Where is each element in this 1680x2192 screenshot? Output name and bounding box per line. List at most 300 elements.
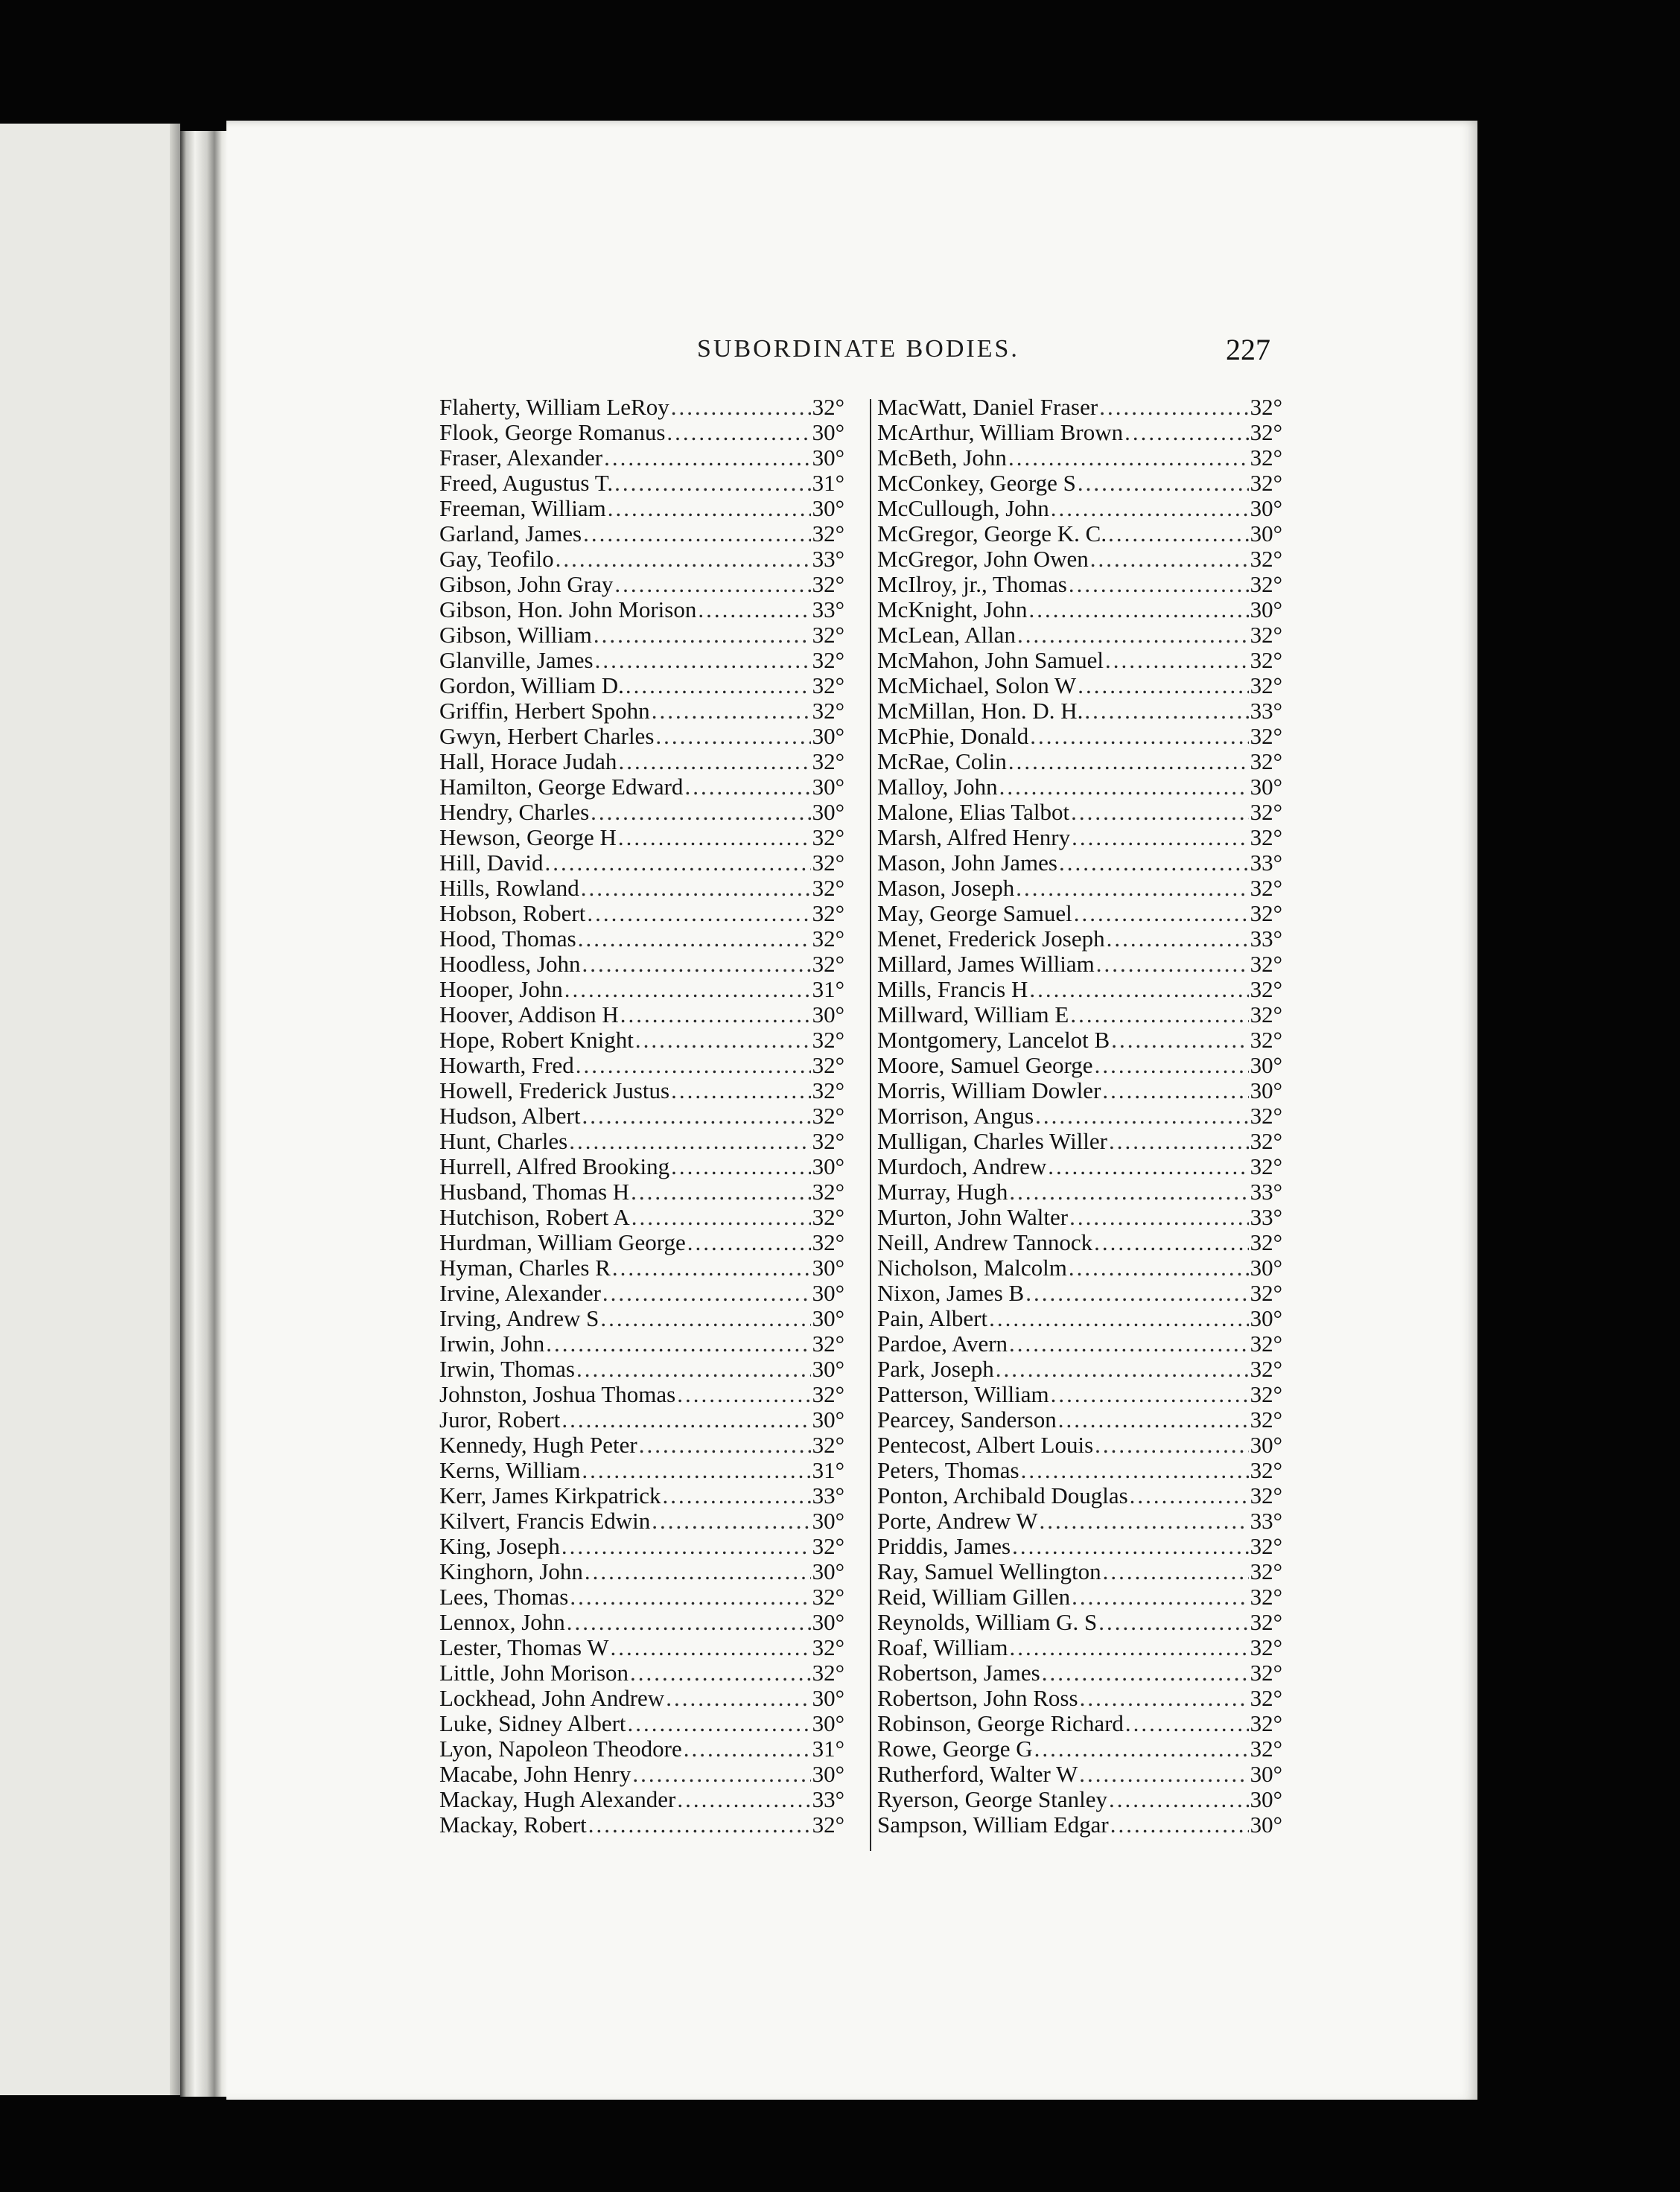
member-degree: 32° <box>812 901 844 926</box>
dot-leader <box>1029 977 1248 1002</box>
list-item <box>877 597 1282 622</box>
dot-leader <box>1124 420 1248 445</box>
dot-leader <box>569 1129 810 1154</box>
member-name: Kerns, William <box>439 1458 581 1483</box>
member-name: McBeth, John <box>877 445 1007 471</box>
dot-leader <box>1079 1762 1248 1787</box>
member-name: Reid, William Gillen <box>877 1584 1071 1610</box>
member-name: Murton, John Walter <box>877 1205 1069 1230</box>
member-name: Kinghorn, John <box>439 1559 583 1584</box>
member-degree: 30° <box>812 1508 844 1534</box>
list-item <box>439 1129 844 1154</box>
list-item <box>877 876 1282 901</box>
member-name: Hills, Rowland <box>439 876 579 901</box>
list-item <box>877 1230 1282 1255</box>
member-name: Little, John Morison <box>439 1660 629 1686</box>
member-degree: 32° <box>1250 1281 1282 1306</box>
member-name: Irvine, Alexander <box>439 1281 601 1306</box>
member-degree: 32° <box>1250 876 1282 901</box>
dot-leader <box>1102 1078 1248 1103</box>
member-degree: 32° <box>812 648 844 673</box>
dot-leader <box>618 825 811 850</box>
list-item <box>439 876 844 901</box>
dot-leader <box>1030 724 1248 749</box>
member-degree: 33° <box>1250 926 1282 952</box>
member-name: McConkey, George S <box>877 471 1076 496</box>
dot-leader <box>1108 521 1248 547</box>
list-item <box>439 1787 844 1812</box>
member-name: Hooper, John <box>439 977 563 1002</box>
member-name: McCullough, John <box>877 496 1049 521</box>
member-name: Hoodless, John <box>439 952 581 977</box>
list-item <box>439 1205 844 1230</box>
facing-page <box>0 124 180 2095</box>
member-degree: 33° <box>1250 1205 1282 1230</box>
list-item <box>439 1357 844 1382</box>
dot-leader <box>630 1660 811 1686</box>
list-item <box>877 1382 1282 1407</box>
member-degree: 30° <box>812 420 844 445</box>
member-degree: 32° <box>812 395 844 420</box>
list-item <box>439 597 844 622</box>
dot-leader <box>1051 1382 1249 1407</box>
dot-leader <box>1080 1686 1249 1711</box>
member-degree: 30° <box>1250 1306 1282 1331</box>
list-item <box>439 547 844 572</box>
member-degree: 32° <box>1250 572 1282 597</box>
member-name: Robertson, John Ross <box>877 1686 1078 1711</box>
list-item <box>877 1686 1282 1711</box>
list-item <box>877 395 1282 420</box>
list-item <box>877 1179 1282 1205</box>
member-name: Mackay, Robert <box>439 1812 587 1838</box>
list-item <box>877 825 1282 850</box>
member-name: Nixon, James B <box>877 1281 1025 1306</box>
member-name: Marsh, Alfred Henry <box>877 825 1071 850</box>
member-name: Gibson, William <box>439 622 592 648</box>
dot-leader <box>564 977 811 1002</box>
column-divider <box>870 399 871 1851</box>
list-item <box>439 1407 844 1433</box>
dot-leader <box>1110 1812 1249 1838</box>
list-item <box>877 977 1282 1002</box>
dot-leader <box>1105 648 1249 673</box>
list-item <box>877 1559 1282 1584</box>
list-item <box>439 1483 844 1508</box>
member-degree: 32° <box>812 749 844 774</box>
list-item <box>877 1508 1282 1534</box>
dot-leader <box>556 547 811 572</box>
list-item <box>439 471 844 496</box>
member-degree: 32° <box>1250 1483 1282 1508</box>
member-degree: 32° <box>1250 1154 1282 1179</box>
member-name: Gibson, John Gray <box>439 572 614 597</box>
list-item <box>439 926 844 952</box>
list-item <box>877 724 1282 749</box>
dot-leader <box>1072 1584 1249 1610</box>
list-item <box>877 1635 1282 1660</box>
dot-leader <box>666 1686 810 1711</box>
list-item <box>439 952 844 977</box>
list-item <box>877 1407 1282 1433</box>
member-degree: 33° <box>812 1483 844 1508</box>
dot-leader <box>1090 547 1249 572</box>
list-item <box>439 1230 844 1255</box>
list-item <box>439 1382 844 1407</box>
dot-leader <box>1107 926 1249 952</box>
member-name: MacWatt, Daniel Fraser <box>877 395 1098 420</box>
list-item <box>439 1255 844 1281</box>
member-degree: 30° <box>812 1762 844 1787</box>
dot-leader <box>583 521 810 547</box>
dot-leader <box>671 1154 811 1179</box>
member-name: Hudson, Albert <box>439 1103 581 1129</box>
member-name: McRae, Colin <box>877 749 1007 774</box>
member-degree: 32° <box>1250 648 1282 673</box>
member-degree: 32° <box>1250 1635 1282 1660</box>
dot-leader <box>631 1179 810 1205</box>
member-degree: 32° <box>1250 1610 1282 1635</box>
member-name: Porte, Andrew W <box>877 1508 1038 1534</box>
member-name: Howarth, Fred <box>439 1053 574 1078</box>
member-name: Peters, Thomas <box>877 1458 1019 1483</box>
member-degree: 32° <box>812 926 844 952</box>
dot-leader <box>652 1508 810 1534</box>
dot-leader <box>631 1205 811 1230</box>
dot-leader <box>594 622 811 648</box>
member-degree: 32° <box>1250 445 1282 471</box>
member-name: Husband, Thomas H <box>439 1179 630 1205</box>
member-degree: 32° <box>1250 1736 1282 1762</box>
dot-leader <box>1048 1154 1248 1179</box>
member-name: Gordon, William D. <box>439 673 624 698</box>
page-number: 227 <box>1226 333 1270 366</box>
member-name: Irving, Andrew S <box>439 1306 599 1331</box>
dot-leader <box>576 1357 811 1382</box>
dot-leader <box>1095 1053 1249 1078</box>
member-name: Garland, James <box>439 521 582 547</box>
dot-leader <box>570 1584 810 1610</box>
member-degree: 32° <box>1250 1660 1282 1686</box>
dot-leader <box>1017 622 1249 648</box>
member-name: Rowe, George G <box>877 1736 1033 1762</box>
dot-leader <box>1042 1660 1249 1686</box>
list-item <box>877 1660 1282 1686</box>
member-degree: 32° <box>1250 547 1282 572</box>
list-item <box>877 1433 1282 1458</box>
dot-leader <box>600 1306 810 1331</box>
list-item <box>877 1812 1282 1838</box>
dot-leader <box>671 1078 811 1103</box>
dot-leader <box>581 876 811 901</box>
list-item <box>877 648 1282 673</box>
member-name: Mason, John James <box>877 850 1057 876</box>
list-item <box>439 1179 844 1205</box>
list-item <box>439 749 844 774</box>
dot-leader <box>612 1255 811 1281</box>
dot-leader <box>614 471 811 496</box>
dot-leader <box>687 1230 811 1255</box>
list-item <box>877 420 1282 445</box>
list-item <box>439 1660 844 1686</box>
member-name: Howell, Frederick Justus <box>439 1078 670 1103</box>
dot-leader <box>602 1281 811 1306</box>
member-name: Ryerson, George Stanley <box>877 1787 1107 1812</box>
list-item <box>877 1610 1282 1635</box>
member-name: Malone, Elias Talbot <box>877 800 1070 825</box>
member-degree: 30° <box>1250 1787 1282 1812</box>
list-item <box>439 1002 844 1028</box>
member-degree: 31° <box>812 471 844 496</box>
dot-leader <box>1095 1433 1248 1458</box>
list-item <box>439 420 844 445</box>
list-item <box>439 1812 844 1838</box>
dot-leader <box>1094 1230 1248 1255</box>
member-degree: 32° <box>812 521 844 547</box>
member-degree: 32° <box>1250 901 1282 926</box>
member-degree: 32° <box>812 1179 844 1205</box>
list-item <box>439 622 844 648</box>
dot-leader <box>561 1407 810 1433</box>
member-name: McMahon, John Samuel <box>877 648 1104 673</box>
member-degree: 30° <box>812 1357 844 1382</box>
dot-leader <box>546 1331 810 1357</box>
dot-leader <box>1008 445 1249 471</box>
member-degree: 32° <box>1250 952 1282 977</box>
member-degree: 31° <box>812 977 844 1002</box>
list-item <box>877 749 1282 774</box>
member-degree: 32° <box>1250 1711 1282 1736</box>
list-item <box>439 1053 844 1078</box>
member-name: Gay, Teofilo <box>439 547 554 572</box>
member-degree: 32° <box>1250 1458 1282 1483</box>
list-item <box>439 1306 844 1331</box>
member-name: McMichael, Solon W <box>877 673 1077 698</box>
dot-leader <box>591 800 810 825</box>
member-name: Lester, Thomas W <box>439 1635 609 1660</box>
member-degree: 30° <box>812 724 844 749</box>
dot-leader <box>1040 1508 1249 1534</box>
member-degree: 30° <box>812 496 844 521</box>
member-degree: 32° <box>1250 395 1282 420</box>
list-item <box>439 445 844 471</box>
member-degree: 32° <box>812 622 844 648</box>
member-name: Robinson, George Richard <box>877 1711 1124 1736</box>
member-degree: 30° <box>812 445 844 471</box>
member-degree: 32° <box>1250 1103 1282 1129</box>
member-name: Macabe, John Henry <box>439 1762 631 1787</box>
right-column <box>877 395 1282 1838</box>
member-name: Hendry, Charles <box>439 800 590 825</box>
member-name: Hamilton, George Edward <box>439 774 684 800</box>
member-name: Kilvert, Francis Edwin <box>439 1508 651 1534</box>
member-degree: 32° <box>1250 1002 1282 1028</box>
list-item <box>439 1154 844 1179</box>
member-degree: 30° <box>812 1306 844 1331</box>
dot-leader <box>620 1002 811 1028</box>
dot-leader <box>1025 1281 1248 1306</box>
member-degree: 32° <box>1250 420 1282 445</box>
member-name: Park, Joseph <box>877 1357 994 1382</box>
list-item <box>877 673 1282 698</box>
dot-leader <box>1034 1736 1249 1762</box>
member-degree: 32° <box>812 1635 844 1660</box>
dot-leader <box>1008 749 1249 774</box>
list-item <box>877 1711 1282 1736</box>
member-degree: 32° <box>812 673 844 698</box>
member-name: Hurrell, Alfred Brooking <box>439 1154 670 1179</box>
member-name: Menet, Frederick Joseph <box>877 926 1105 952</box>
list-item <box>877 926 1282 952</box>
member-degree: 33° <box>1250 850 1282 876</box>
member-name: Mackay, Hugh Alexander <box>439 1787 676 1812</box>
member-degree: 33° <box>812 547 844 572</box>
member-name: Lennox, John <box>439 1610 565 1635</box>
list-item <box>877 1154 1282 1179</box>
member-degree: 32° <box>812 1660 844 1686</box>
member-name: Pardoe, Avern <box>877 1331 1008 1357</box>
dot-leader <box>1098 1610 1248 1635</box>
member-degree: 32° <box>1250 622 1282 648</box>
list-item <box>439 673 844 698</box>
member-degree: 32° <box>812 1205 844 1230</box>
dot-leader <box>684 1736 811 1762</box>
list-item <box>439 850 844 876</box>
member-degree: 32° <box>812 1078 844 1103</box>
member-degree: 32° <box>1250 673 1282 698</box>
dot-leader <box>608 496 811 521</box>
dot-leader <box>1103 1559 1249 1584</box>
member-name: Lees, Thomas <box>439 1584 569 1610</box>
list-item <box>877 1331 1282 1357</box>
dot-leader <box>595 648 811 673</box>
dot-leader <box>614 572 810 597</box>
member-name: Johnston, Joshua Thomas <box>439 1382 676 1407</box>
member-degree: 32° <box>1250 1028 1282 1053</box>
member-degree: 32° <box>812 1331 844 1357</box>
list-item <box>439 1458 844 1483</box>
member-name: Murray, Hugh <box>877 1179 1008 1205</box>
dot-leader <box>1010 1635 1249 1660</box>
member-degree: 33° <box>1250 1179 1282 1205</box>
member-name: Hewson, George H <box>439 825 617 850</box>
list-item <box>439 800 844 825</box>
member-degree: 30° <box>1250 521 1282 547</box>
dot-leader <box>1072 825 1248 850</box>
dot-leader <box>582 1458 810 1483</box>
member-degree: 32° <box>1250 800 1282 825</box>
member-degree: 32° <box>812 952 844 977</box>
member-degree: 30° <box>812 1407 844 1433</box>
list-item <box>439 1736 844 1762</box>
dot-leader <box>585 1559 811 1584</box>
list-item <box>877 572 1282 597</box>
dot-leader <box>1051 496 1249 521</box>
list-item <box>877 1078 1282 1103</box>
member-name: Morris, William Dowler <box>877 1078 1101 1103</box>
dot-leader <box>1099 395 1248 420</box>
list-item <box>439 1281 844 1306</box>
list-item <box>877 901 1282 926</box>
member-name: Hobson, Robert <box>439 901 586 926</box>
dot-leader <box>635 1028 811 1053</box>
dot-leader <box>1109 1787 1249 1812</box>
member-degree: 32° <box>1250 1382 1282 1407</box>
dot-leader <box>632 1762 810 1787</box>
list-item <box>877 774 1282 800</box>
list-item <box>439 1508 844 1534</box>
list-item <box>439 648 844 673</box>
list-item <box>877 698 1282 724</box>
member-degree: 30° <box>1250 597 1282 622</box>
member-degree: 32° <box>1250 825 1282 850</box>
member-name: Luke, Sidney Albert <box>439 1711 626 1736</box>
list-item <box>439 1635 844 1660</box>
list-item <box>439 825 844 850</box>
member-degree: 30° <box>812 1154 844 1179</box>
list-item <box>877 1053 1282 1078</box>
dot-leader <box>1084 698 1248 724</box>
list-item <box>877 1205 1282 1230</box>
member-degree: 32° <box>1250 1230 1282 1255</box>
dot-leader <box>618 749 810 774</box>
dot-leader <box>1074 901 1249 926</box>
list-item <box>877 622 1282 648</box>
list-item <box>877 1736 1282 1762</box>
member-degree: 32° <box>1250 1534 1282 1559</box>
member-degree: 30° <box>812 1281 844 1306</box>
dot-leader <box>1009 1179 1248 1205</box>
member-degree: 32° <box>812 1028 844 1053</box>
dot-leader <box>587 901 810 926</box>
member-name: Sampson, William Edgar <box>877 1812 1109 1838</box>
list-item <box>877 1458 1282 1483</box>
member-degree: 32° <box>812 850 844 876</box>
member-degree: 32° <box>812 572 844 597</box>
member-name: Murdoch, Andrew <box>877 1154 1047 1179</box>
dot-leader <box>628 1711 811 1736</box>
list-item <box>439 395 844 420</box>
dot-leader <box>1021 1458 1249 1483</box>
member-name: Nicholson, Malcolm <box>877 1255 1067 1281</box>
book-gutter <box>180 131 226 2097</box>
member-name: Reynolds, William G. S <box>877 1610 1098 1635</box>
member-name: McGregor, John Owen <box>877 547 1089 572</box>
member-name: Hoover, Addison H <box>439 1002 619 1028</box>
member-name: Pearcey, Sanderson <box>877 1407 1057 1433</box>
member-degree: 30° <box>1250 1255 1282 1281</box>
member-degree: 30° <box>1250 1078 1282 1103</box>
dot-leader <box>561 1534 811 1559</box>
member-name: Hill, David <box>439 850 544 876</box>
member-name: Flaherty, William LeRoy <box>439 395 669 420</box>
member-degree: 32° <box>812 1129 844 1154</box>
dot-leader <box>1071 800 1248 825</box>
book-page <box>226 121 1477 2100</box>
member-name: Rutherford, Walter W <box>877 1762 1078 1787</box>
member-degree: 30° <box>812 1686 844 1711</box>
list-item <box>439 1534 844 1559</box>
member-degree: 30° <box>1250 1762 1282 1787</box>
list-item <box>439 1711 844 1736</box>
member-name: Fraser, Alexander <box>439 445 603 471</box>
member-name: Lyon, Napoleon Theodore <box>439 1736 682 1762</box>
dot-leader <box>1059 850 1249 876</box>
member-name: Moore, Samuel George <box>877 1053 1093 1078</box>
dot-leader <box>684 774 810 800</box>
member-degree: 32° <box>812 1534 844 1559</box>
dot-leader <box>639 1433 811 1458</box>
